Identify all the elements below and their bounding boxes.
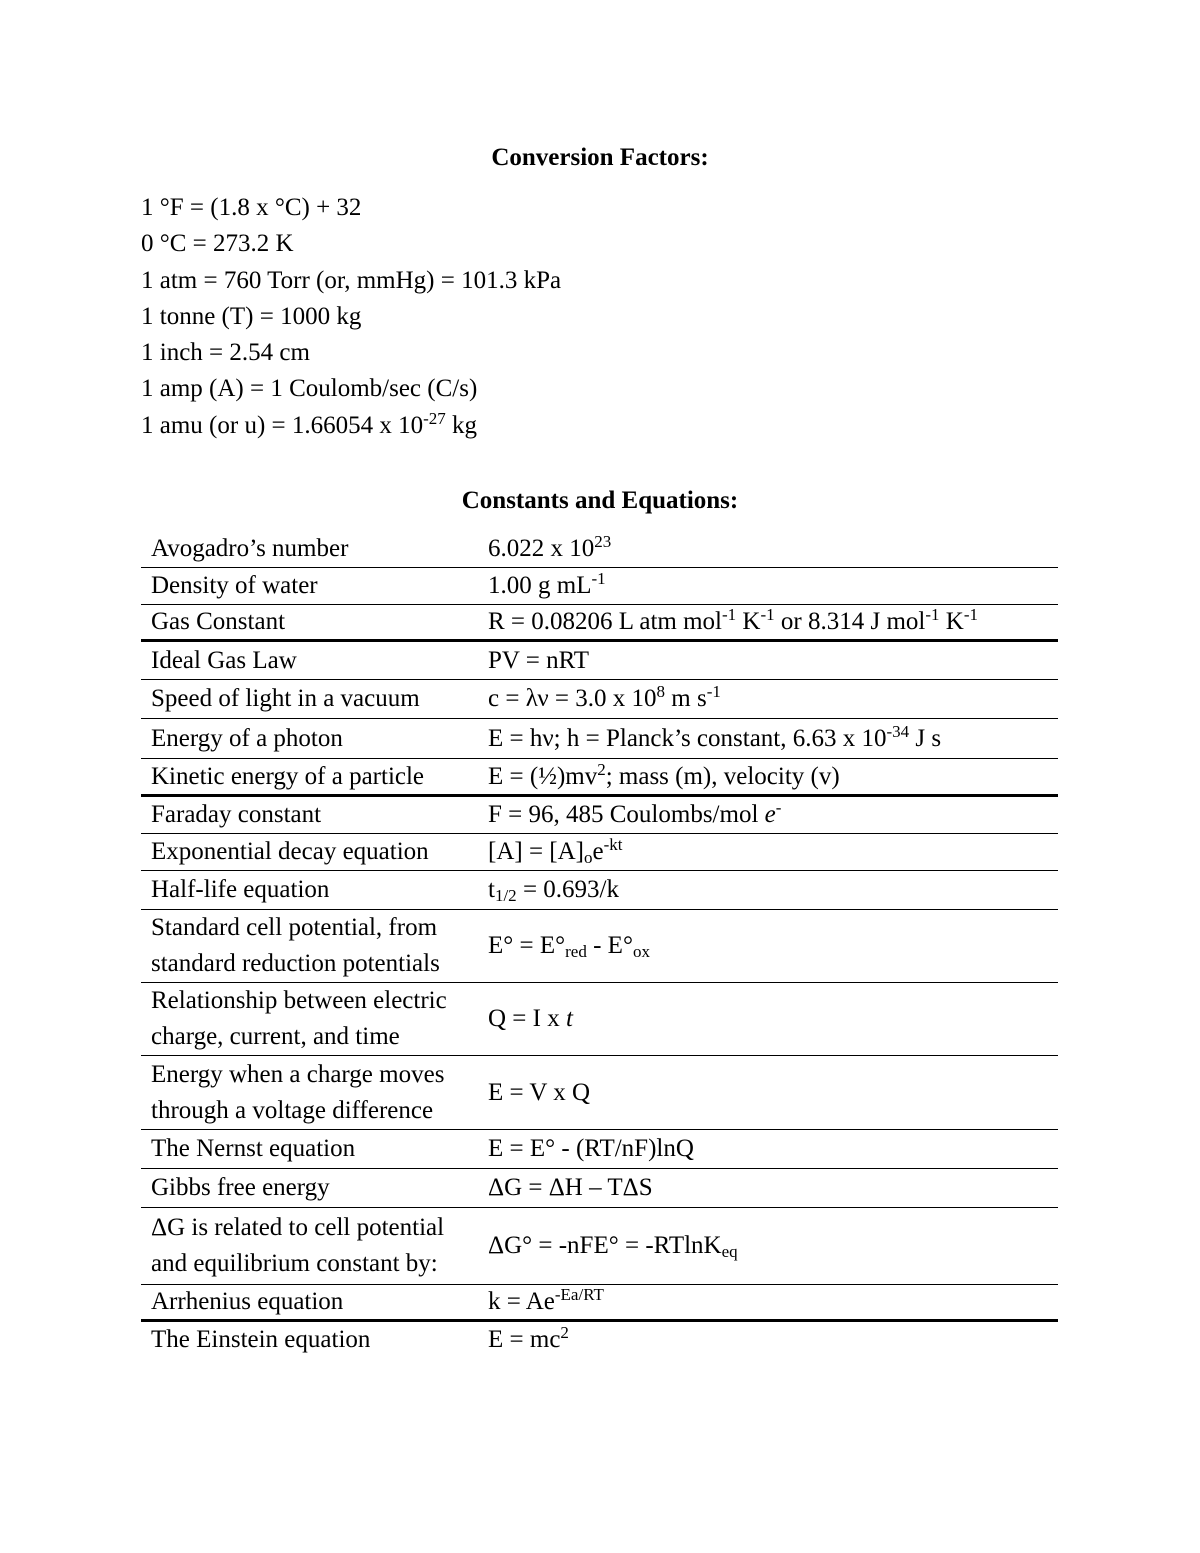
table-row xyxy=(141,871,1058,910)
row-value xyxy=(488,604,1058,640)
value-text: F = 96, 485 Coulombs/mol xyxy=(488,801,765,828)
amu-text: 1 amu (or u) = 1.66054 x 10 xyxy=(141,411,424,439)
row-name: Energy of a photon xyxy=(151,724,343,752)
value-exponent: -1 xyxy=(706,682,721,701)
table-row xyxy=(141,719,1058,759)
value-text: E = hν; h = Planck’s constant, 6.63 x 10 xyxy=(488,724,887,752)
value-text: - E° xyxy=(586,932,633,959)
value-text: E = E° - (RT/nF)lnQ xyxy=(488,1135,694,1162)
value-exponent: 8 xyxy=(656,682,665,701)
value-text: Q = I x xyxy=(488,1005,566,1032)
row-value xyxy=(488,797,1058,833)
value-exponent: 23 xyxy=(594,532,612,551)
row-value xyxy=(488,1228,1058,1264)
constants-title: Constants and Equations: xyxy=(461,487,739,514)
row-name xyxy=(141,1210,488,1282)
row-name: Gibbs free energy xyxy=(151,1174,330,1201)
row-name-line: Relationship between electric xyxy=(151,987,447,1014)
row-value xyxy=(488,681,1058,717)
table-row xyxy=(141,1208,1058,1285)
value-text: PV = nRT xyxy=(488,646,590,674)
row-name: Density of water xyxy=(151,572,318,599)
value-exponent: - xyxy=(775,798,782,817)
row-name-line: and equilibrium constant by: xyxy=(151,1250,438,1277)
value-text: 6.022 x 10 xyxy=(488,535,595,562)
value-text: = 0.693/k xyxy=(516,876,619,903)
value-text: K xyxy=(736,608,761,635)
table-row xyxy=(141,797,1058,834)
value-text: c = λν = 3.0 x 10 xyxy=(488,685,657,712)
electron-symbol: e xyxy=(764,801,776,828)
row-name-line: Standard cell potential, from xyxy=(151,914,438,941)
row-name: Ideal Gas Law xyxy=(151,646,297,674)
row-name: Speed of light in a vacuum xyxy=(151,685,420,712)
table-row xyxy=(141,680,1058,719)
value-exponent: -1 xyxy=(722,605,737,624)
row-name-line: ΔG is related to cell potential xyxy=(151,1214,445,1241)
table-row xyxy=(141,1169,1058,1208)
conversion-line xyxy=(141,408,561,447)
row-value xyxy=(488,1075,1058,1111)
table-row xyxy=(141,759,1058,797)
row-name: Kinetic energy of a particle xyxy=(151,762,425,790)
conversion-line: 1 tonne (T) = 1000 kg xyxy=(141,302,362,330)
constants-table xyxy=(141,531,1058,1358)
conversion-line: 1 amp (A) = 1 Coulomb/sec (C/s) xyxy=(141,375,478,403)
value-text: R = 0.08206 L atm mol xyxy=(488,608,722,635)
conversion-line: 0 °C = 273.2 K xyxy=(141,230,294,258)
value-text: ΔG = ΔH – TΔS xyxy=(488,1174,653,1201)
table-row xyxy=(141,605,1058,642)
value-text: k = Ae xyxy=(488,1288,555,1315)
value-exponent: -1 xyxy=(925,605,940,624)
row-value xyxy=(488,1131,1058,1167)
value-text: E = mc xyxy=(488,1326,561,1353)
table-row xyxy=(141,834,1058,871)
row-name: The Einstein equation xyxy=(151,1326,371,1353)
value-text: E = V x Q xyxy=(488,1078,591,1106)
conversion-line: 1 inch = 2.54 cm xyxy=(141,339,310,367)
table-row xyxy=(141,1322,1058,1358)
row-value xyxy=(488,834,1058,870)
conversion-line: 1 °F = (1.8 x °C) + 32 xyxy=(141,194,362,221)
value-exponent: -kt xyxy=(603,835,623,854)
value-text: J s xyxy=(909,724,942,752)
row-name: Gas Constant xyxy=(151,608,286,635)
row-name-line: charge, current, and time xyxy=(151,1023,400,1050)
table-row xyxy=(141,1285,1058,1322)
value-exponent: -1 xyxy=(760,605,775,624)
row-name: Avogadro’s number xyxy=(151,535,349,562)
row-name: Exponential decay equation xyxy=(151,838,429,865)
table-row xyxy=(141,1056,1058,1130)
row-name: The Nernst equation xyxy=(151,1135,356,1162)
row-value xyxy=(488,1001,1058,1037)
conversion-list xyxy=(141,193,561,447)
row-value xyxy=(488,721,1058,757)
conversion-line: 1 atm = 760 Torr (or, mmHg) = 101.3 kPa xyxy=(141,266,562,294)
value-exponent: -1 xyxy=(591,569,606,588)
row-name xyxy=(141,983,488,1055)
value-subscript: red xyxy=(565,942,587,961)
row-name: Arrhenius equation xyxy=(151,1288,344,1315)
row-value xyxy=(488,531,1058,567)
row-value xyxy=(488,759,1058,795)
value-exponent: 2 xyxy=(560,1323,569,1342)
value-text: t xyxy=(488,876,495,903)
value-text: K xyxy=(939,608,964,635)
row-name xyxy=(141,1057,488,1129)
value-text: [A] = [A] xyxy=(488,838,585,865)
value-text: E = (½)mv xyxy=(488,762,598,790)
row-value xyxy=(488,568,1058,604)
table-row xyxy=(141,531,1058,568)
value-text: E° = E° xyxy=(488,932,566,959)
row-value xyxy=(488,1284,1058,1320)
value-subscript: eq xyxy=(721,1242,738,1261)
value-text: ΔG° = -nFE° = -RTlnK xyxy=(488,1232,722,1259)
value-subscript: o xyxy=(584,848,593,867)
amu-unit: kg xyxy=(445,411,478,439)
value-exponent: 2 xyxy=(597,759,606,779)
value-exponent: -1 xyxy=(963,605,979,624)
row-name xyxy=(141,910,488,982)
amu-exponent: -27 xyxy=(423,408,446,428)
row-name-line: through a voltage difference xyxy=(151,1096,434,1124)
row-value xyxy=(488,643,1058,679)
value-exponent: -Ea/RT xyxy=(554,1285,604,1304)
time-symbol: t xyxy=(565,1005,573,1032)
table-row xyxy=(141,642,1058,680)
value-text: 1.00 g mL xyxy=(488,572,592,599)
row-value xyxy=(488,1170,1058,1206)
value-exponent: -34 xyxy=(886,721,910,741)
table-row xyxy=(141,910,1058,983)
value-text: or 8.314 J mol xyxy=(774,608,926,635)
value-subscript: ox xyxy=(632,942,650,961)
value-subscript: 1/2 xyxy=(494,886,517,905)
value-text: m s xyxy=(665,685,707,712)
table-row xyxy=(141,1130,1058,1169)
table-row xyxy=(141,983,1058,1056)
value-text: e xyxy=(592,838,604,865)
row-name-line: standard reduction potentials xyxy=(151,950,440,977)
value-text: ; mass (m), velocity (v) xyxy=(605,762,840,790)
conversion-title: Conversion Factors: xyxy=(491,144,709,171)
row-value xyxy=(488,928,1058,964)
row-value xyxy=(488,872,1058,908)
row-name-line: Energy when a charge moves xyxy=(151,1060,445,1088)
row-name: Faraday constant xyxy=(151,801,322,828)
table-row xyxy=(141,568,1058,605)
row-value xyxy=(488,1322,1058,1358)
row-name: Half-life equation xyxy=(151,876,330,903)
